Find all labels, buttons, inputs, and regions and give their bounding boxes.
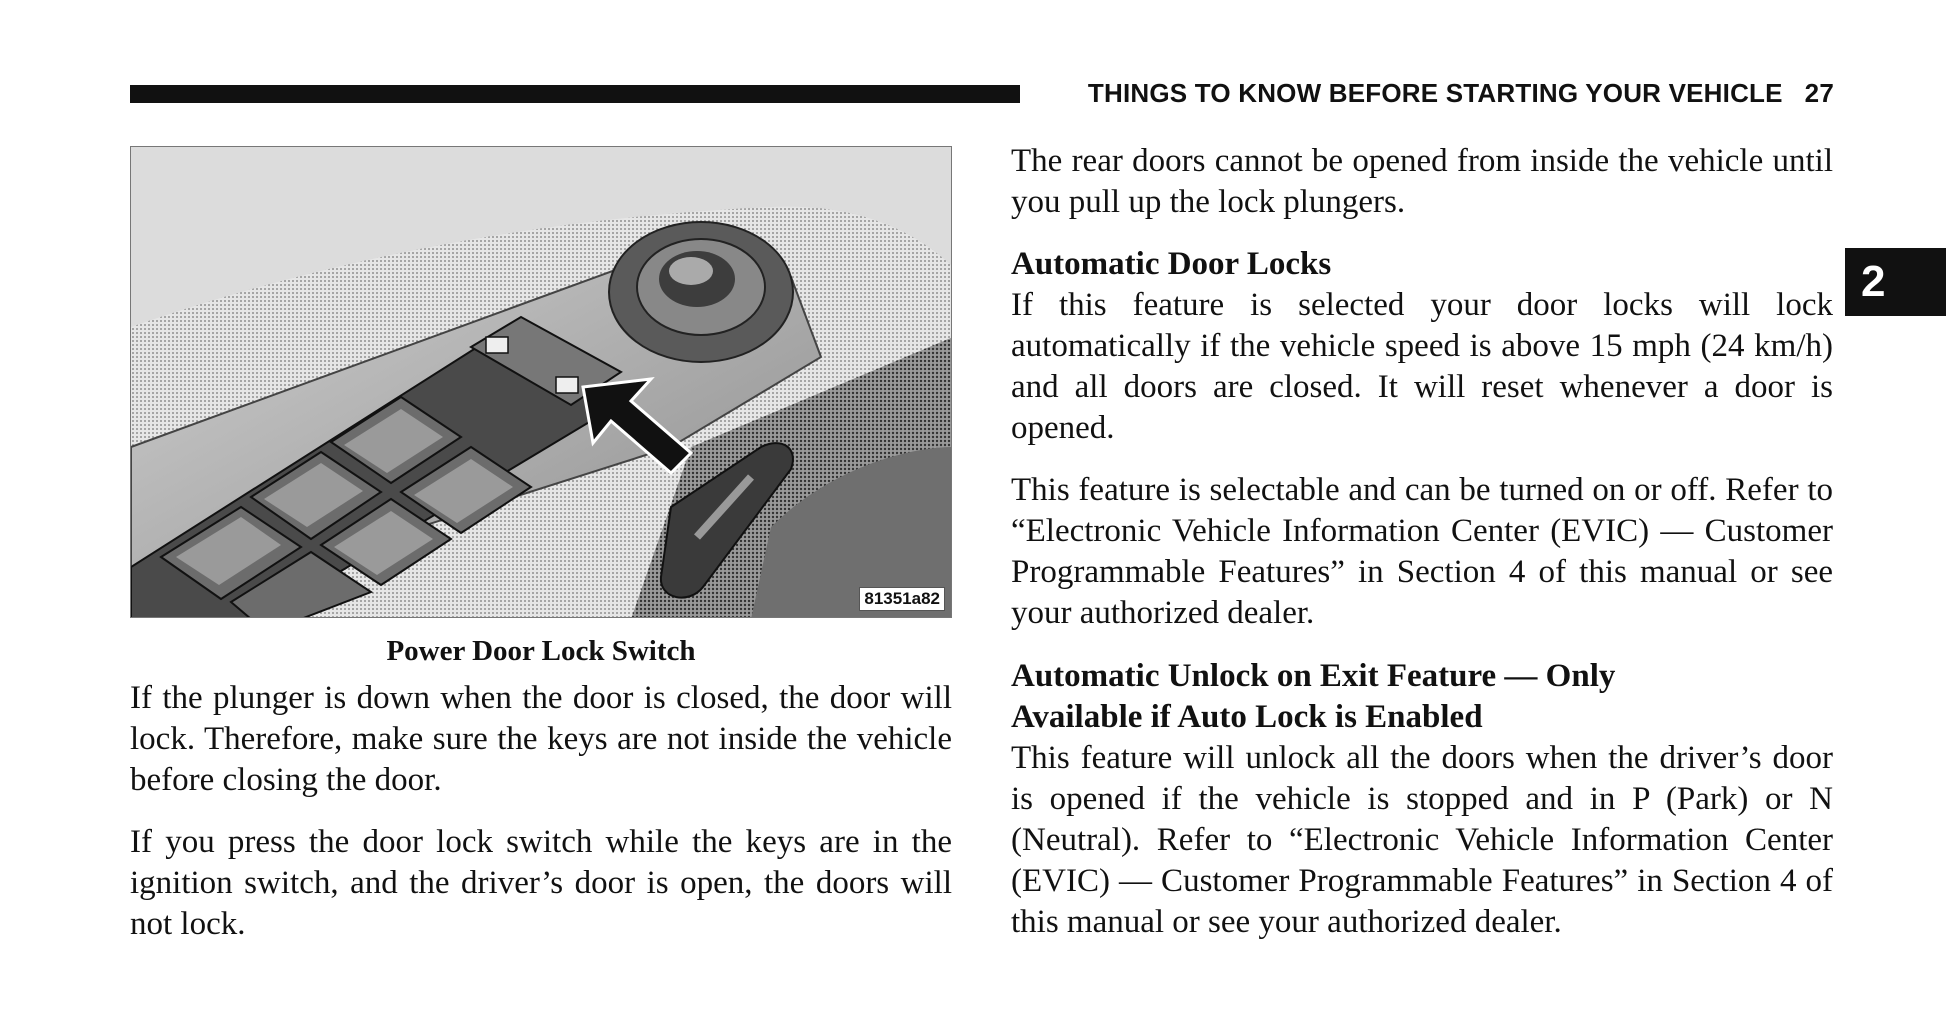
auto-unlock-heading xyxy=(1011,656,1833,738)
auto-unlock-heading-line1: Automatic Unlock on Exit Feature — Only xyxy=(1011,658,1616,694)
selectable-feature-text: This feature is selectable and can be turned on or off. Refer to “Electronic Vehicle Information Center (EVIC) — Customer Programmable Features” in Section 4 of this manual or see your authorized dealer. xyxy=(1011,472,1833,631)
left-paragraph-2: If you press the door lock switch while the keys are in the ignition switch, and the driver’s door is open, the doors will not lock. xyxy=(130,824,952,942)
running-title: THINGS TO KNOW BEFORE STARTING YOUR VEHICLE xyxy=(1087,78,1783,108)
door-panel-illustration xyxy=(131,147,952,618)
power-door-lock-switch-figure xyxy=(130,146,952,618)
header-rule xyxy=(130,85,1020,103)
auto-unlock-text: This feature will unlock all the doors when the driver’s door is opened if the vehicle is stopped and in P (Park) or N (Neutral). Refer to “Electronic Vehicle Information Center (EVIC) — Customer Programmable Features” in Section 4 of this manual or see your authorized dealer. xyxy=(1011,740,1833,940)
auto-door-locks-heading: Automatic Door Locks xyxy=(1011,246,1332,282)
auto-unlock-heading-line2: Available if Auto Lock is Enabled xyxy=(1011,699,1483,735)
figure-id-label: 81351a82 xyxy=(859,587,945,611)
section-tab: 2 xyxy=(1845,248,1946,316)
running-header xyxy=(1042,78,1834,109)
left-paragraph-1: If the plunger is down when the door is closed, the door will lock. Therefore, make sure the keys are not inside the vehicle before closing the door. xyxy=(130,680,952,798)
auto-door-locks-text: If this feature is selected your door locks will lock automatically if the vehicle speed is above 15 mph (24 km/h) and all doors are closed. It will reset whenever a door is opened. xyxy=(1011,287,1833,446)
page-number: 27 xyxy=(1804,78,1834,108)
figure-caption: Power Door Lock Switch xyxy=(386,635,696,667)
right-paragraph-1: The rear doors cannot be opened from inside the vehicle until you pull up the lock plungers. xyxy=(1011,143,1833,220)
